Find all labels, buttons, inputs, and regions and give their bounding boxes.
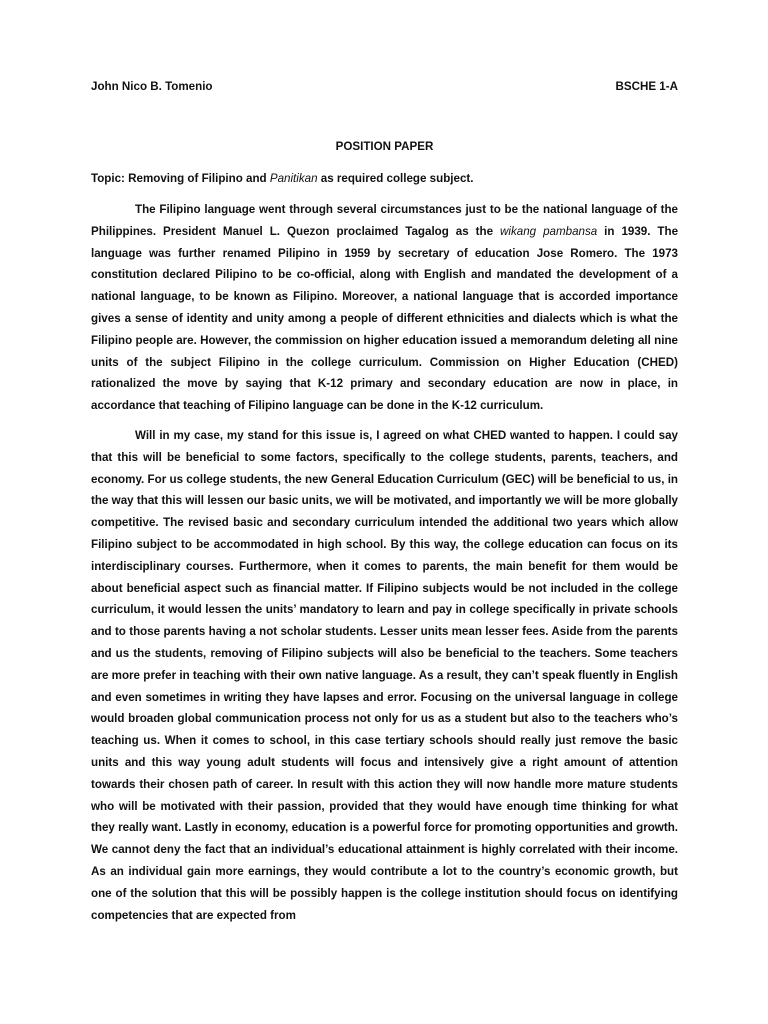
topic-line: [91, 171, 678, 187]
topic-italic-word: Panitikan: [269, 172, 318, 185]
document-header: [91, 79, 678, 95]
paragraph-1-italic: wikang pambansa: [500, 224, 598, 238]
paragraph-1-part-2: in 1939. The language was further renamed Pilipino in 1959 by secretary of education Jose Romero. The 1973 constitution declared Pilipino to be co-official, along with English and mandated the development of a national language, to be known as Filipino. Moreover, a national language that is accorded importance gives a sense of identity and unity among a people of different ethnicities and dialects which is what the Filipino people are. However, the commission on higher education issued a memorandum deleting all nine units of the subject Filipino in the college curriculum. Commission on Higher Education (CHED) rationalized the move by saying that K-12 primary and secondary education are now in place, in accordance that teaching of Filipino language can be done in the K-12 curriculum.: [91, 224, 679, 413]
topic-text-end: as required college subject.: [317, 172, 474, 185]
document-title: POSITION PAPER: [335, 140, 434, 153]
paragraph-1-part-1: The Filipino language went through several circumstances just to be the national language of the Philippines. President Manuel L. Quezon proclaimed Tagalog as the: [91, 203, 678, 238]
author-name: John Nico B. Tomenio: [91, 80, 213, 93]
course-section: BSCHE 1-A: [615, 80, 678, 93]
topic-label: Topic:: [91, 172, 125, 185]
topic-text-start: Removing of Filipino and: [124, 172, 270, 185]
paragraph-1: [91, 199, 678, 417]
paragraph-2: Will in my case, my stand for this issue is, I agreed on what CHED wanted to happen. I could say that this will be beneficial to some factors, specifically to the college students, parents, teachers, and economy. For us college students, the new General Education Curriculum (GEC) will be beneficial to us, in the way that this will lessen our basic units, we will be motivated, and importantly we will be more globally competitive. The revised basic and secondary curriculum intended the additional two years which allow Filipino subject to be accommodated in high school. By this way, the college education can focus on its interdisciplinary courses. Furthermore, when it comes to parents, the main benefit for them would be about beneficial aspect such as financial matter. If Filipino subjects would be not included in the college curriculum, it would lessen the units’ mandatory to learn and pay in college specifically in private schools and to those parents having a not scholar students. Lesser units mean lesser fees. Aside from the parents and us the students, removing of Filipino subjects will also be beneficial to the teachers. Some teachers are more prefer in teaching with their own native language. As a result, they can’t speak fluently in English and even sometimes in writing they have lapses and error. Focusing on the universal language in college would broaden global communication process not only for us as a student but also to the teachers who’s teaching us. When it comes to school, in this case tertiary schools should really just remove the basic units and this way young adult students will focus and intensively give a right amount of attention towards their chosen path of career. In result with this action they will now handle more mature students who will be motivated with their passion, provided that they would have enough time thinking for what they really want. Lastly in economy, education is a powerful force for promoting opportunities and growth. We cannot deny the fact that an individual’s educational attainment is highly correlated with their income. As an individual gain more earnings, they would contribute a lot to the country’s economic growth, but one of the solution that this will be possibly happen is the college institution should focus on identifying competencies that are expected from: [91, 429, 678, 922]
